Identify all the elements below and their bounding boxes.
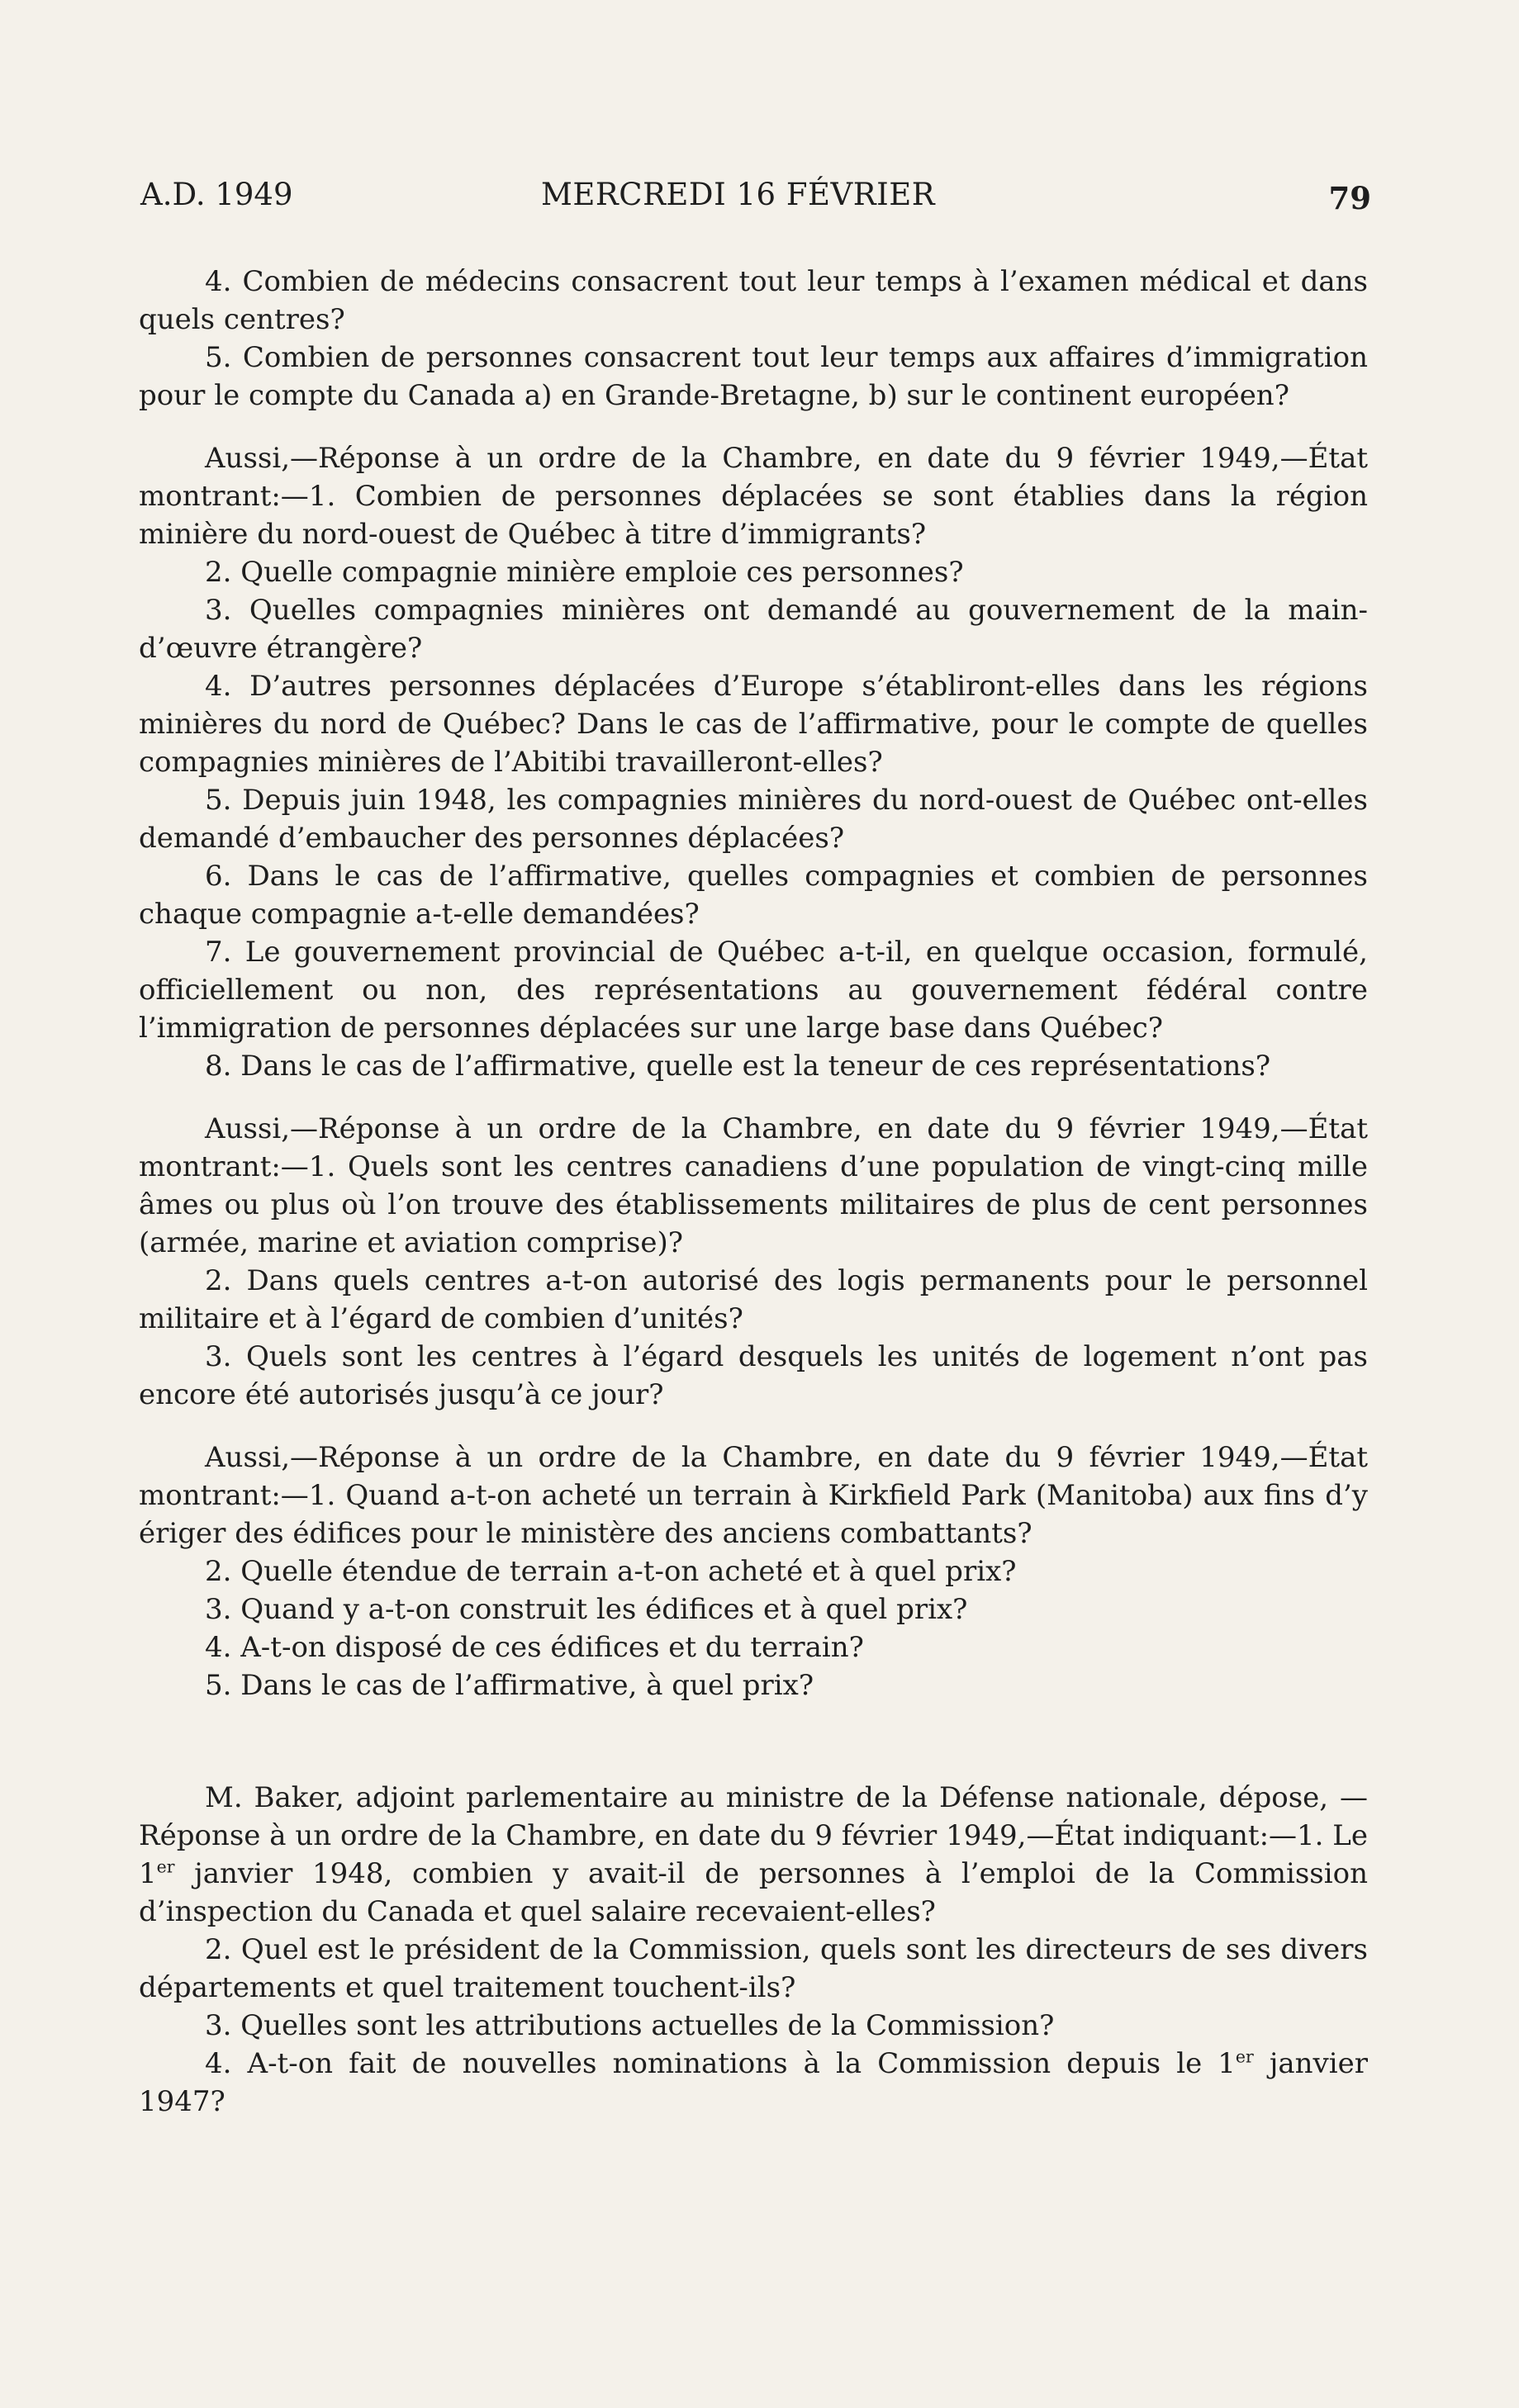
page-body — [139, 263, 1368, 2121]
paragraph: 5. Dans le cas de l’affirmative, à quel prix? — [205, 1669, 814, 1702]
page-number: 79 — [1328, 180, 1371, 216]
paragraph: 4. Combien de médecins consacrent tout leur temps à l’examen médical et dans quels centres? — [139, 265, 1368, 336]
paragraph: 5. Depuis juin 1948, les compagnies minières du nord-ouest de Québec ont-elles demandé d’embaucher des personnes déplacées? — [139, 784, 1368, 855]
paragraph: Aussi,—Réponse à un ordre de la Chambre, en date du 9 février 1949,—État montrant:—1. Quels sont les centres canadiens d’une population de vingt-cinq mille âmes ou plus où l’on trouve des établissements militaires de plus de cent personnes (armée, marine et aviation comprise)? — [139, 1112, 1368, 1259]
paragraph: 3. Quels sont les centres à l’égard desquels les unités de logement n’ont pas encore été autorisés jusqu’à ce jour? — [139, 1340, 1368, 1411]
paragraph: 2. Quelle étendue de terrain a-t-on acheté et à quel prix? — [205, 1555, 1017, 1588]
paragraph: 6. Dans le cas de l’affirmative, quelles compagnies et combien de personnes chaque compagnie a-t-elle demandées? — [139, 860, 1368, 931]
paragraph — [139, 1779, 1368, 1931]
paragraph: 2. Quel est le président de la Commission, quels sont les directeurs de ses divers départements et quel traitement touchent-ils? — [139, 1933, 1368, 2004]
paragraph: 2. Dans quels centres a-t-on autorisé des logis permanents pour le personnel militaire et à l’égard de combien d’unités? — [139, 1264, 1368, 1335]
paragraph: Aussi,—Réponse à un ordre de la Chambre, en date du 9 février 1949,—État montrant:—1. Quand a-t-on acheté un terrain à Kirkfield Park (Manitoba) aux fins d’y ériger des édifices pour le ministère des anciens combattants? — [139, 1441, 1368, 1550]
paragraph: 2. Quelle compagnie minière emploie ces personnes? — [205, 556, 964, 589]
superscript: er — [1235, 2046, 1254, 2067]
paragraph: 3. Quand y a-t-on construit les édifices et à quel prix? — [205, 1593, 968, 1626]
paragraph: 8. Dans le cas de l’affirmative, quelle est la teneur de ces représentations? — [205, 1050, 1271, 1083]
paragraph: 4. D’autres personnes déplacées d’Europe s’établiront-elles dans les régions minières du nord de Québec? Dans le cas de l’affirmative, pour le compte de quelles compagnies minières de l’Abitibi travailleront-elles? — [139, 670, 1368, 779]
paragraph-text: M. Baker, adjoint parlementaire au ministre de la Défense nationale, dépose, —Réponse à un ordre de la Chambre, en date du 9 février 1949,—État indiquant:—1. Le 1 — [139, 1781, 1368, 1890]
paragraph — [139, 2045, 1368, 2121]
header-date: MERCREDI 16 FÉVRIER — [541, 177, 936, 212]
paragraph-text: janvier 1947? — [139, 2047, 1368, 2118]
paragraph: Aussi,—Réponse à un ordre de la Chambre, en date du 9 février 1949,—État montrant:—1. Combien de personnes déplacées se sont établies dans la région minière du nord-ouest de Québec à titre d’immigrants? — [139, 442, 1368, 551]
page-header — [140, 172, 1371, 221]
paragraph: 3. Quelles sont les attributions actuelles de la Commission? — [205, 2009, 1055, 2042]
paragraph: 7. Le gouvernement provincial de Québec a-t-il, en quelque occasion, formulé, officiellement ou non, des représentations au gouvernement fédéral contre l’immigration de personnes déplacées sur une large base dans Québec? — [139, 936, 1368, 1045]
superscript: er — [156, 1856, 175, 1877]
paragraph: 3. Quelles compagnies minières ont demandé au gouvernement de la main-d’œuvre étrangère? — [139, 594, 1368, 665]
paragraph: 5. Combien de personnes consacrent tout leur temps aux affaires d’immigration pour le compte du Canada a) en Grande-Bretagne, b) sur le continent européen? — [139, 341, 1368, 412]
paragraph-text: janvier 1948, combien y avait-il de personnes à l’emploi de la Commission d’inspection du Canada et quel salaire recevaient-elles? — [139, 1857, 1368, 1928]
paragraph: 4. A-t-on disposé de ces édifices et du terrain? — [205, 1631, 864, 1664]
header-year: A.D. 1949 — [140, 177, 293, 212]
paragraph-text: 4. A-t-on fait de nouvelles nominations à la Commission depuis le 1 — [205, 2047, 1236, 2080]
